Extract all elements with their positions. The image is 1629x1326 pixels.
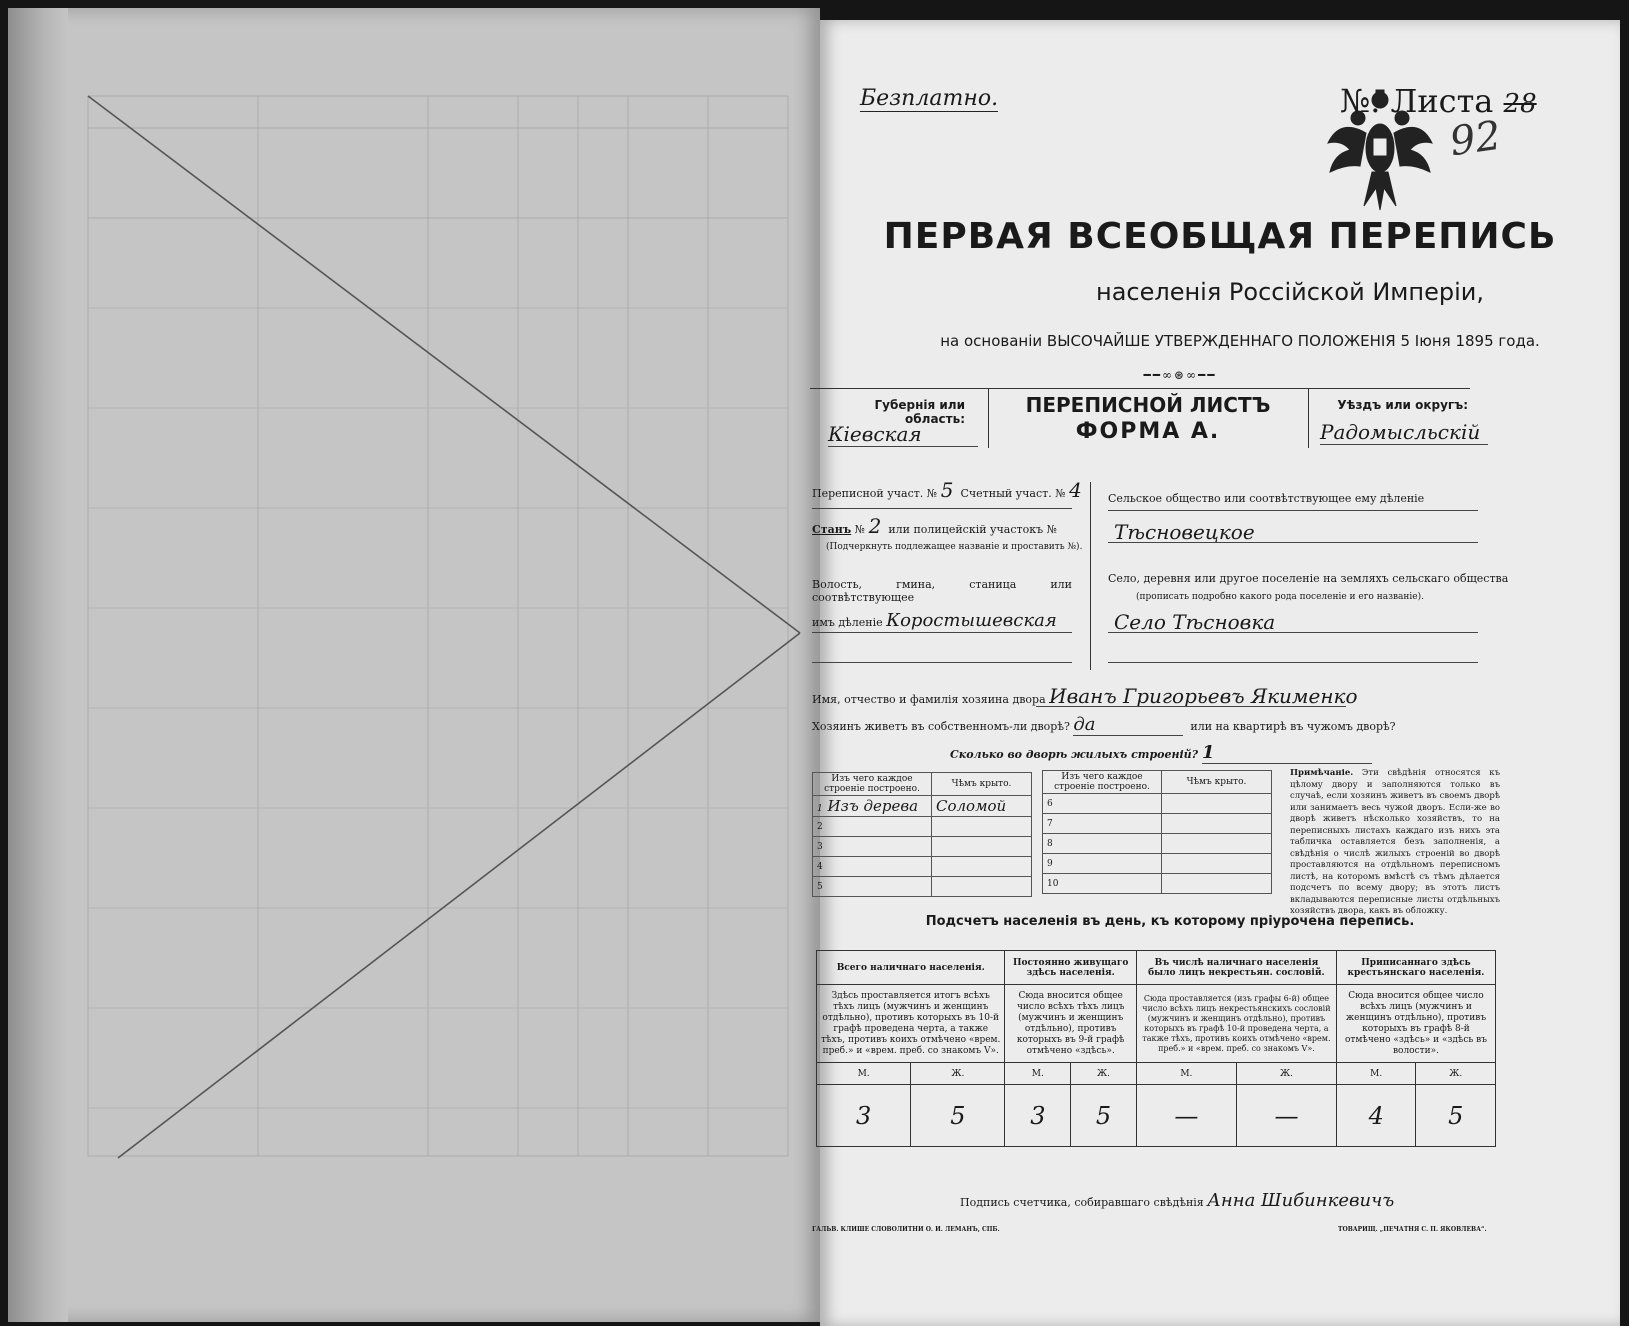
resident-female: 5 — [1071, 1085, 1137, 1147]
row-number: 4 — [813, 857, 932, 877]
divider — [1090, 482, 1091, 670]
col-material-2: Изъ чего каждое строеніе построено. — [1043, 771, 1162, 794]
female-label: Ж. — [1416, 1063, 1496, 1085]
buildings-table-right — [1042, 770, 1272, 894]
table-row — [1043, 794, 1272, 814]
signature-row — [960, 1190, 1394, 1211]
count-area-label: Счетный участ. № — [960, 487, 1066, 500]
row-number: 5 — [813, 877, 932, 897]
printer-right: ТОВАРИЩ. „ПЕЧАТНЯ С. П. ЯКОВЛЕВА“. — [1338, 1226, 1487, 1233]
table-row — [1043, 854, 1272, 874]
owner-label: Имя, отчество и фамилія хозяина двора — [812, 693, 1046, 706]
census-area-label: Переписной участ. № — [812, 487, 938, 500]
resident-male: 3 — [1005, 1085, 1071, 1147]
table-row — [813, 877, 1032, 897]
field-underline — [812, 508, 1072, 509]
nonpeasant-male: — — [1136, 1085, 1236, 1147]
col-roof: Чѣмъ крыто. — [932, 773, 1032, 796]
population-col-desc: Здѣсь проставляется итогъ всѣхъ тѣхъ лицъ (мужчинъ и женщинъ отдѣльно), противъ которыхъ въ 10-й графѣ проведена черта, а также тѣхъ, противъ коихъ отмѣчено «врем. преб.» и «врем. преб. со знакомъ V». — [817, 985, 1005, 1063]
archive-number: 92 — [1447, 112, 1504, 166]
sheet-title: ПЕРЕПИСНОЙ ЛИСТЪ — [1025, 393, 1271, 417]
field-underline — [1108, 542, 1478, 543]
volost-label-1: Волость, гмина, станица или соотвѣтствующее — [812, 578, 1072, 604]
buildings-row — [950, 742, 1372, 764]
document-title: ПЕРВАЯ ВСЕОБЩАЯ ПЕРЕПИСЬ — [883, 216, 1557, 257]
row-number: 3 — [813, 837, 932, 857]
population-col-title: Постоянно живущаго здѣсь населенія. — [1005, 951, 1136, 985]
society-label: Сельское общество или соотвѣтствующее ему дѣленіе — [1108, 492, 1425, 505]
field-underline — [1108, 662, 1478, 663]
male-label: М. — [817, 1063, 911, 1085]
row-number: 9 — [1043, 854, 1162, 874]
population-col-title: Приписаннаго здѣсь крестьянскаго населенія. — [1336, 951, 1495, 985]
female-label: Ж. — [1071, 1063, 1137, 1085]
female-label: Ж. — [1236, 1063, 1336, 1085]
uezd-label: Уѣздъ или округъ: — [1337, 398, 1468, 412]
volost-value: Коростышевская — [886, 610, 1057, 631]
rent-label: или на квартирѣ въ чужомъ дворѣ? — [1190, 720, 1396, 733]
own-yard-value: да — [1073, 714, 1183, 736]
volost-label-2: имъ дѣленіе — [812, 616, 883, 629]
form-title: ФОРМА А. — [1075, 419, 1221, 444]
field-underline — [1108, 632, 1478, 633]
village-value: Село Тѣсновка — [1114, 610, 1276, 634]
population-col-title: Всего наличнаго населенія. — [817, 951, 1005, 985]
divider — [810, 388, 1470, 389]
buildings-value: 1 — [1202, 742, 1372, 764]
population-col-desc: Сюда вносится общее число всѣхъ лицъ (мужчинъ и женщинъ отдѣльно), противъ которыхъ въ графѣ 8-й отмѣчено «здѣсь» и «здѣсь въ волости». — [1336, 985, 1495, 1063]
census-area-value: 5 — [940, 478, 954, 502]
village-note: (прописать подробно какого рода поселеніе и его названіе). — [1136, 592, 1424, 602]
peasant-female: 5 — [1416, 1085, 1496, 1147]
gubernia-label: Губернія или область: — [874, 398, 965, 426]
stan-row: Станъ № 2 или полицейскій участокъ № — [812, 514, 1057, 538]
note-text: Эти свѣдѣнія относятся къ цѣлому двору и заполняются только въ случаѣ, если хозяинъ живетъ въ своемъ дворѣ или занимаетъ весь чужой дворъ. Если-же во дворѣ живетъ нѣсколько хозяйствъ, то на переписныхъ листахъ каждаго изъ нихъ эта табличка оставляется безъ заполненія, а свѣдѣнія о числѣ жилыхъ строеній во дворѣ проставляются на отдѣльномъ переписномъ листѣ, на которомъ вмѣстѣ съ тѣмъ дѣлается подсчетъ по всему двору; въ этотъ листъ вкладываются переписные листы отдѣльныхъ хозяйствъ двора, какъ въ обложку. — [1290, 768, 1501, 916]
male-label: М. — [1005, 1063, 1071, 1085]
nonpeasant-female: — — [1236, 1085, 1336, 1147]
population-table — [816, 950, 1496, 1147]
table-row — [813, 857, 1032, 877]
peasant-male: 4 — [1336, 1085, 1415, 1147]
field-underline — [1036, 706, 1346, 707]
count-area-value: 4 — [1069, 478, 1082, 502]
stan-value: 2 — [868, 514, 882, 538]
row-number: 2 — [813, 817, 932, 837]
stan-label: Станъ — [812, 523, 852, 536]
signature-value: Анна Шибинкевичъ — [1207, 1190, 1395, 1211]
col-material: Изъ чего каждое строеніе построено. — [813, 773, 932, 796]
field-underline — [812, 632, 1072, 633]
row-number: 10 — [1043, 874, 1162, 894]
note-title: Примѣчаніе. — [1290, 768, 1354, 778]
male-label: М. — [1336, 1063, 1415, 1085]
signature-label: Подпись счетчика, собиравшаго свѣдѣнія — [960, 1196, 1204, 1209]
gubernia-value: Кіевская — [828, 422, 978, 447]
police-label: или полицейскій участокъ № — [888, 523, 1057, 536]
document-subtitle: населенія Россійской Имперіи, — [1096, 278, 1484, 306]
sheet-number: 28 — [1503, 89, 1537, 119]
ornament-divider: ━━∞⊛∞━━ — [1143, 368, 1217, 382]
sheet-label: №. Листа — [1340, 82, 1494, 120]
row-number: 6 — [1043, 794, 1162, 814]
sheet-number-block — [1340, 82, 1537, 120]
underline-note: (Подчеркнуть подлежащее названіе и проставить №). — [826, 542, 1083, 552]
document-basis: на основаніи ВЫСОЧАЙШЕ УТВЕРЖДЕННАГО ПОЛОЖЕНІЯ 5 Іюня 1895 года. — [940, 332, 1540, 350]
buildings-label: Сколько во дворѣ жилыхъ строеній? — [950, 748, 1199, 761]
buildings-table-left — [812, 772, 1032, 897]
field-underline — [1108, 510, 1478, 511]
col-roof-2: Чѣмъ крыто. — [1162, 771, 1272, 794]
society-value: Тѣсновецкое — [1114, 520, 1255, 544]
left-page — [8, 8, 820, 1322]
population-col-title: Въ числѣ наличнаго населенія было лицъ некрестьян. сословій. — [1136, 951, 1336, 985]
row-number: 7 — [1043, 814, 1162, 834]
yard-row — [812, 714, 1396, 736]
own-yard-label: Хозяинъ живетъ въ собственномъ-ли дворѣ? — [812, 720, 1070, 733]
table-row — [813, 796, 1032, 817]
population-col-desc: Сюда вносится общее число всѣхъ тѣхъ лицъ (мужчинъ и женщинъ отдѣльно), противъ которыхъ въ 9-й графѣ отмѣчено «здѣсь». — [1005, 985, 1136, 1063]
table-row — [813, 817, 1032, 837]
roof-value: Соломой — [932, 796, 1032, 817]
owner-value: Иванъ Григорьевъ Якименко — [1049, 684, 1358, 708]
row-number: 8 — [1043, 834, 1162, 854]
table-row — [1043, 814, 1272, 834]
volost-row — [812, 610, 1057, 631]
census-area-row — [812, 478, 1082, 502]
village-label: Село, деревня или другое поселеніе на земляхъ сельскаго общества — [1108, 572, 1509, 585]
buildings-note — [1290, 768, 1500, 918]
table-row — [1043, 834, 1272, 854]
population-col-desc: Сюда проставляется (изъ графы 6-й) общее число всѣхъ лицъ некрестьянскихъ сословій (мужчинъ и женщинъ отдѣльно), противъ которыхъ въ графѣ 10-й проведена черта, а также тѣхъ, противъ коихъ отмѣчено «врем. преб.» и «врем. преб. со знакомъ V». — [1136, 985, 1336, 1063]
population-heading: Подсчетъ населенія въ день, къ которому пріурочена перепись. — [925, 914, 1415, 929]
owner-row — [812, 684, 1358, 708]
row-number: 1 — [817, 804, 823, 814]
material-value: Изъ дерева — [827, 797, 919, 815]
free-label: Безплатно. — [860, 86, 999, 111]
female-label: Ж. — [911, 1063, 1005, 1085]
divider — [1308, 388, 1309, 448]
total-female: 5 — [911, 1085, 1005, 1147]
field-underline — [812, 662, 1072, 663]
census-form-page — [812, 20, 1620, 1326]
total-male: 3 — [817, 1085, 911, 1147]
left-page-grid — [8, 8, 820, 1322]
male-label: М. — [1136, 1063, 1236, 1085]
table-row — [813, 837, 1032, 857]
table-row — [1043, 874, 1272, 894]
uezd-value: Радомысльскій — [1320, 420, 1488, 445]
printer-left: ГАЛЬВ. КЛИШЕ СЛОВОЛИТНИ О. И. ЛЕМАНЪ, СПБ. — [812, 1226, 1000, 1233]
